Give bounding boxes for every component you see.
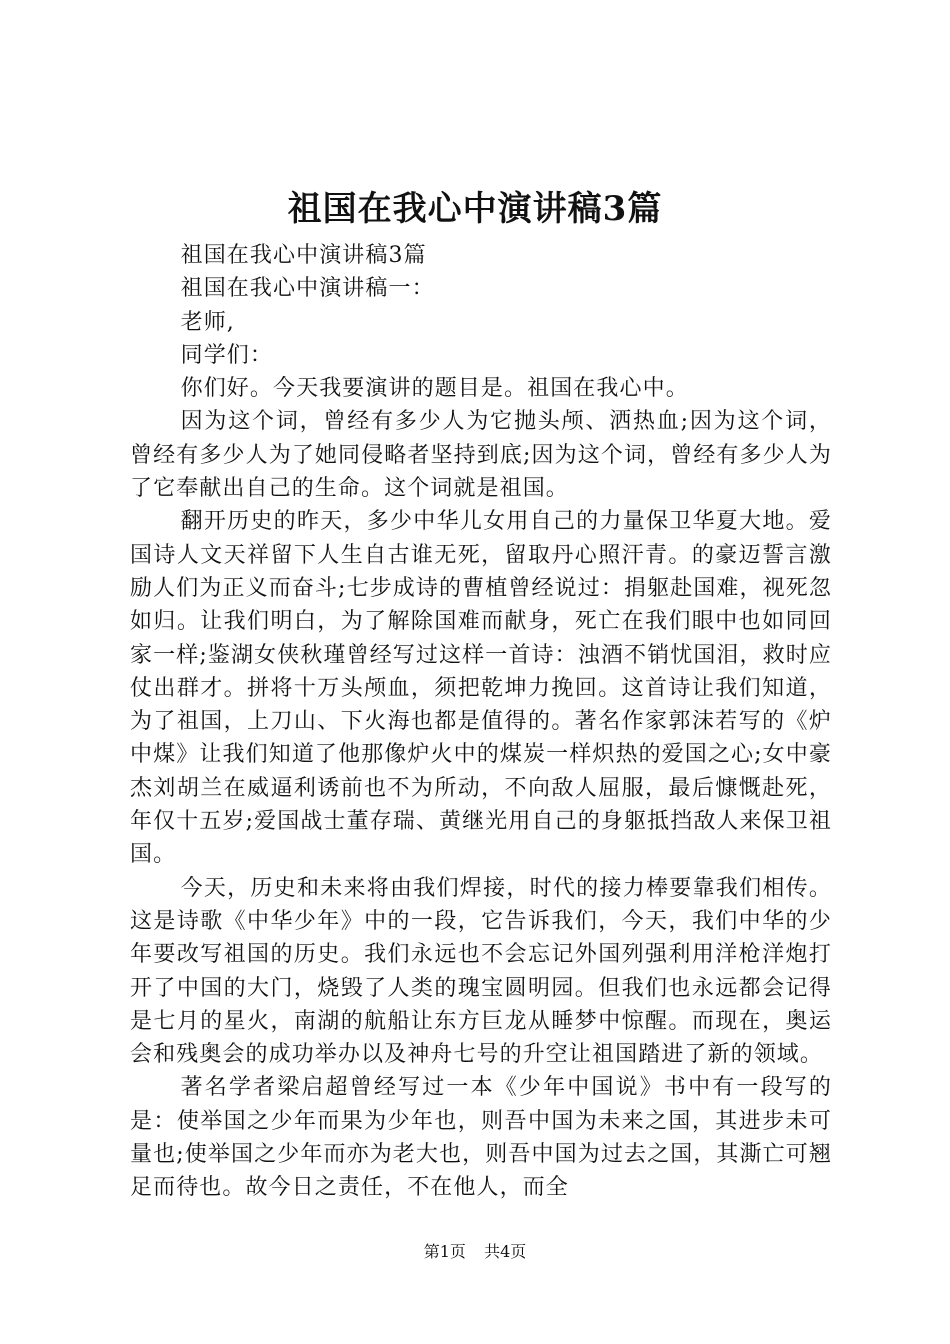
paragraph-salutation-teachers: 老师, [180,309,235,335]
document-body [130,239,832,1205]
paragraph-body: 著名学者梁启超曾经写过一本《少年中国说》书中有一段写的是：使举国之少年而果为少年也，则吾中国为未来之国，其进步未可量也;使举国之少年而亦为老大也，则吾中国为过去之国，其澌亡可翘足而待也。故今日之责任，不在他人，而全 [130,1075,832,1201]
paragraph-body: 翻开历史的昨天，多少中华儿女用自己的力量保卫华夏大地。爱国诗人文天祥留下人生自古谁无死，留取丹心照汗青。的豪迈誓言激励人们为正义而奋斗;七步成诗的曹植曾经说过：捐躯赴国难，视死忽如归。让我们明白，为了解除国难而献身，死亡在我们眼中也如同回家一样;鉴湖女侠秋瑾曾经写过这样一首诗：浊酒不销忧国泪，救时应仗出群才。拼将十万头颅血，须把乾坤力挽回。这首诗让我们知道，为了祖国，上刀山、下火海也都是值得的。著名作家郭沫若写的《炉中煤》让我们知道了他那像炉火中的煤炭一样炽热的爱国之心;女中豪杰刘胡兰在威逼利诱前也不为所动，不向敌人屈服，最后慷慨赴死，年仅十五岁;爱国战士董存瑞、黄继光用自己的身躯抵挡敌人来保卫祖国。 [130,509,832,868]
paragraph-greeting: 你们好。今天我要演讲的题目是。祖国在我心中。 [180,376,689,402]
paragraph-body: 今天，历史和未来将由我们焊接，时代的接力棒要靠我们相传。这是诗歌《中华少年》中的一段，它告诉我们，今天，我们中华的少年要改写祖国的历史。我们永远也不会忘记外国列强利用洋枪洋炮打开了中国的大门，烧毁了人类的瑰宝圆明园。但我们也永远都会记得是七月的星火，南湖的航船让东方巨龙从睡梦中惊醒。而现在，奥运会和残奥会的成功举办以及神舟七号的升空让祖国踏进了新的领域。 [130,875,832,1068]
page-footer [0,1240,950,1264]
paragraph-body: 因为这个词，曾经有多少人为它抛头颅、洒热血;因为这个词，曾经有多少人为了她同侵略者坚持到底;因为这个词，曾经有多少人为了它奉献出自己的生命。这个词就是祖国。 [130,409,832,502]
paragraph-salutation-students: 同学们： [180,342,273,368]
page-number: 第1页 [423,1242,466,1261]
paragraph-speech-heading: 祖国在我心中演讲稿一： [180,276,435,302]
paragraph-subtitle: 祖国在我心中演讲稿3篇 [180,243,427,268]
page-total: 共4页 [484,1242,527,1261]
document-title: 祖国在我心中演讲稿3篇 [287,189,663,229]
